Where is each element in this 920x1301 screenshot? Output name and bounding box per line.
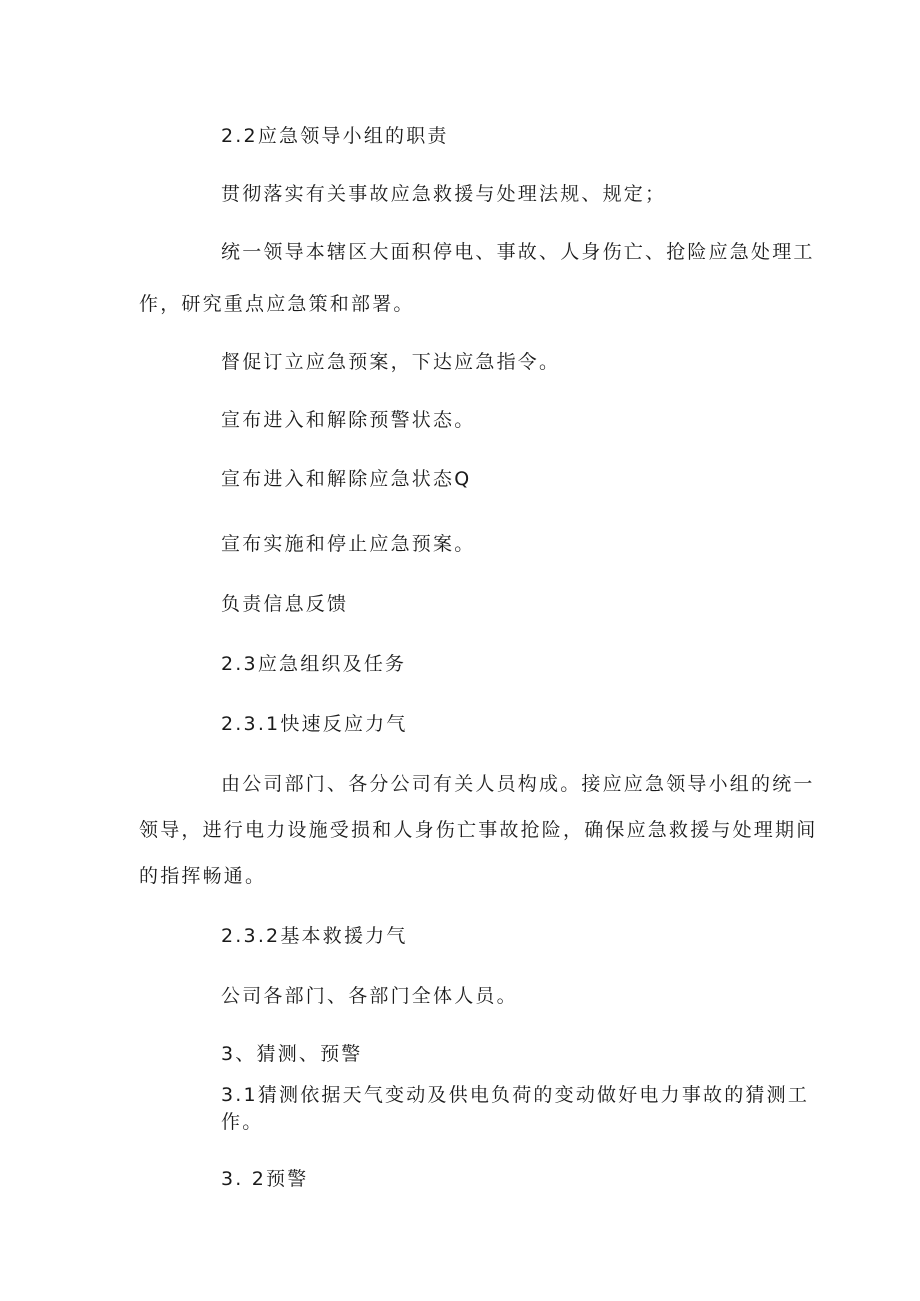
paragraph-line: 作。 bbox=[221, 1111, 264, 1133]
paragraph-line: 统一领导本辖区大面积停电、事故、人身伤亡、抢险应急处理工 bbox=[221, 241, 815, 263]
paragraph-line: 负责信息反馈 bbox=[221, 593, 349, 615]
paragraph-line: 宣布实施和停止应急预案。 bbox=[221, 533, 476, 555]
paragraph-line: 由公司部门、各分公司有关人员构成。接应应急领导小组的统一 bbox=[221, 773, 815, 795]
paragraph-line: 宣布进入和解除应急状态Q bbox=[221, 468, 472, 490]
paragraph-line: 督促订立应急预案，下达应急指令。 bbox=[221, 351, 561, 373]
paragraph-line: 的指挥畅通。 bbox=[139, 865, 267, 887]
paragraph-line: 宣布进入和解除预警状态。 bbox=[221, 409, 476, 431]
section-heading-2-3: 2.3应急组织及任务 bbox=[221, 653, 407, 675]
section-heading-2-3-1: 2.3.1快速反应力气 bbox=[221, 713, 408, 735]
section-heading-2-3-2: 2.3.2基本救援力气 bbox=[221, 925, 408, 947]
paragraph-line: 3.1猜测依据天气变动及供电负荷的变动做好电力事故的猜测工 bbox=[221, 1084, 810, 1106]
paragraph-line: 贯彻落实有关事故应急救援与处理法规、规定； bbox=[221, 183, 667, 205]
paragraph-line: 公司各部门、各部门全体人员。 bbox=[221, 985, 518, 1007]
section-heading-2-2: 2.2应急领导小组的职责 bbox=[221, 125, 449, 147]
paragraph-line: 作，研究重点应急策和部署。 bbox=[139, 293, 415, 315]
section-heading-3: 3、猜测、预警 bbox=[221, 1043, 363, 1065]
section-heading-3-2: 3. 2预警 bbox=[221, 1168, 309, 1190]
paragraph-line: 领导，进行电力设施受损和人身伤亡事故抢险，确保应急救援与处理期间 bbox=[139, 819, 818, 841]
